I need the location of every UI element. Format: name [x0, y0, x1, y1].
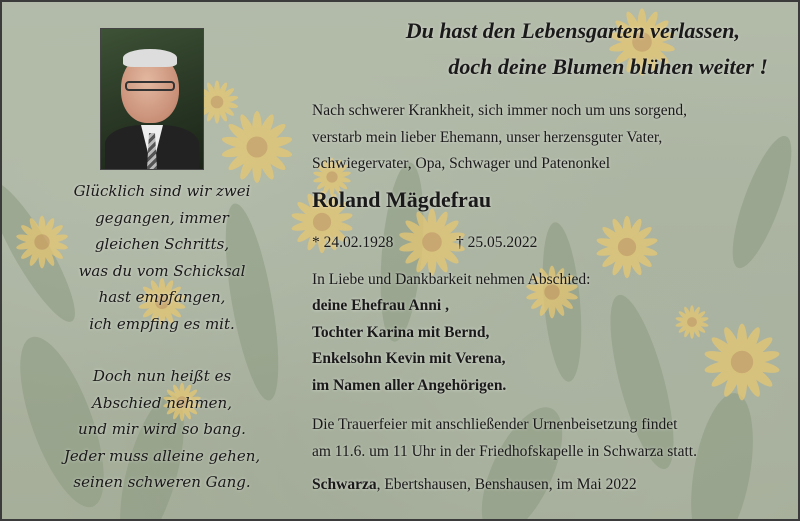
poem-line: und mir wird so bang.	[78, 420, 246, 438]
poem-line: Abschied nehmen,	[92, 393, 232, 412]
death-date: † 25.05.2022	[456, 234, 538, 251]
poem-line: was du vom Schicksal	[78, 261, 246, 280]
birth-date: * 24.02.1928	[312, 234, 394, 251]
intro-text	[312, 98, 687, 178]
portrait-photo	[100, 28, 204, 170]
poem-stanza-2	[22, 363, 302, 496]
intro-line: Nach schwerer Krankheit, sich immer noch um uns sorgend,	[312, 102, 688, 119]
intro-line: Schwiegervater, Opa, Schwager und Patenonkel	[312, 155, 611, 172]
footer-place: Schwarza	[312, 476, 377, 493]
ceremony-text	[312, 412, 697, 465]
farewell-intro: In Liebe und Dankbarkeit nehmen Abschied:	[312, 271, 591, 288]
mourner-line: Enkelsohn Kevin mit Verena,	[312, 350, 506, 367]
deceased-name: Roland Mägdefrau	[312, 187, 492, 212]
poem-line: Doch nun heißt es	[92, 367, 232, 385]
poem-line: seinen schweren Gang.	[73, 473, 251, 491]
portrait-hair	[123, 49, 177, 67]
poem-line: Glücklich sind wir zwei	[73, 182, 251, 200]
poem-line: gleichen Schritts,	[94, 235, 230, 253]
footer-location	[312, 472, 637, 499]
poem-line: hast empfangen,	[98, 288, 226, 306]
ceremony-line: Die Trauerfeier mit anschließender Urnenbeisetzung findet	[312, 416, 678, 433]
mourners-list	[312, 293, 506, 399]
intro-line: verstarb mein lieber Ehemann, unser herzensguter Vater,	[312, 128, 663, 146]
mourner-line: im Namen aller Angehörigen.	[312, 376, 507, 394]
portrait-glasses	[125, 81, 175, 91]
poem-stanza-1	[22, 178, 302, 337]
headline-line-1: Du hast den Lebensgarten verlassen,	[405, 18, 740, 43]
footer-rest: , Ebertshausen, Benshausen, im Mai 2022	[376, 476, 637, 493]
headline-line-2: doch deine Blumen blühen weiter !	[448, 54, 768, 79]
poem-line: ich empfing es mit.	[89, 314, 235, 333]
mourner-line: deine Ehefrau Anni ,	[312, 297, 449, 314]
mourner-line: Tochter Karina mit Bernd,	[312, 323, 490, 341]
poem-line: Jeder muss alleine gehen,	[63, 446, 261, 465]
poem-line: gegangen, immer	[95, 208, 229, 227]
ceremony-line: am 11.6. um 11 Uhr in der Friedhofskapelle in Schwarza statt.	[312, 442, 697, 460]
